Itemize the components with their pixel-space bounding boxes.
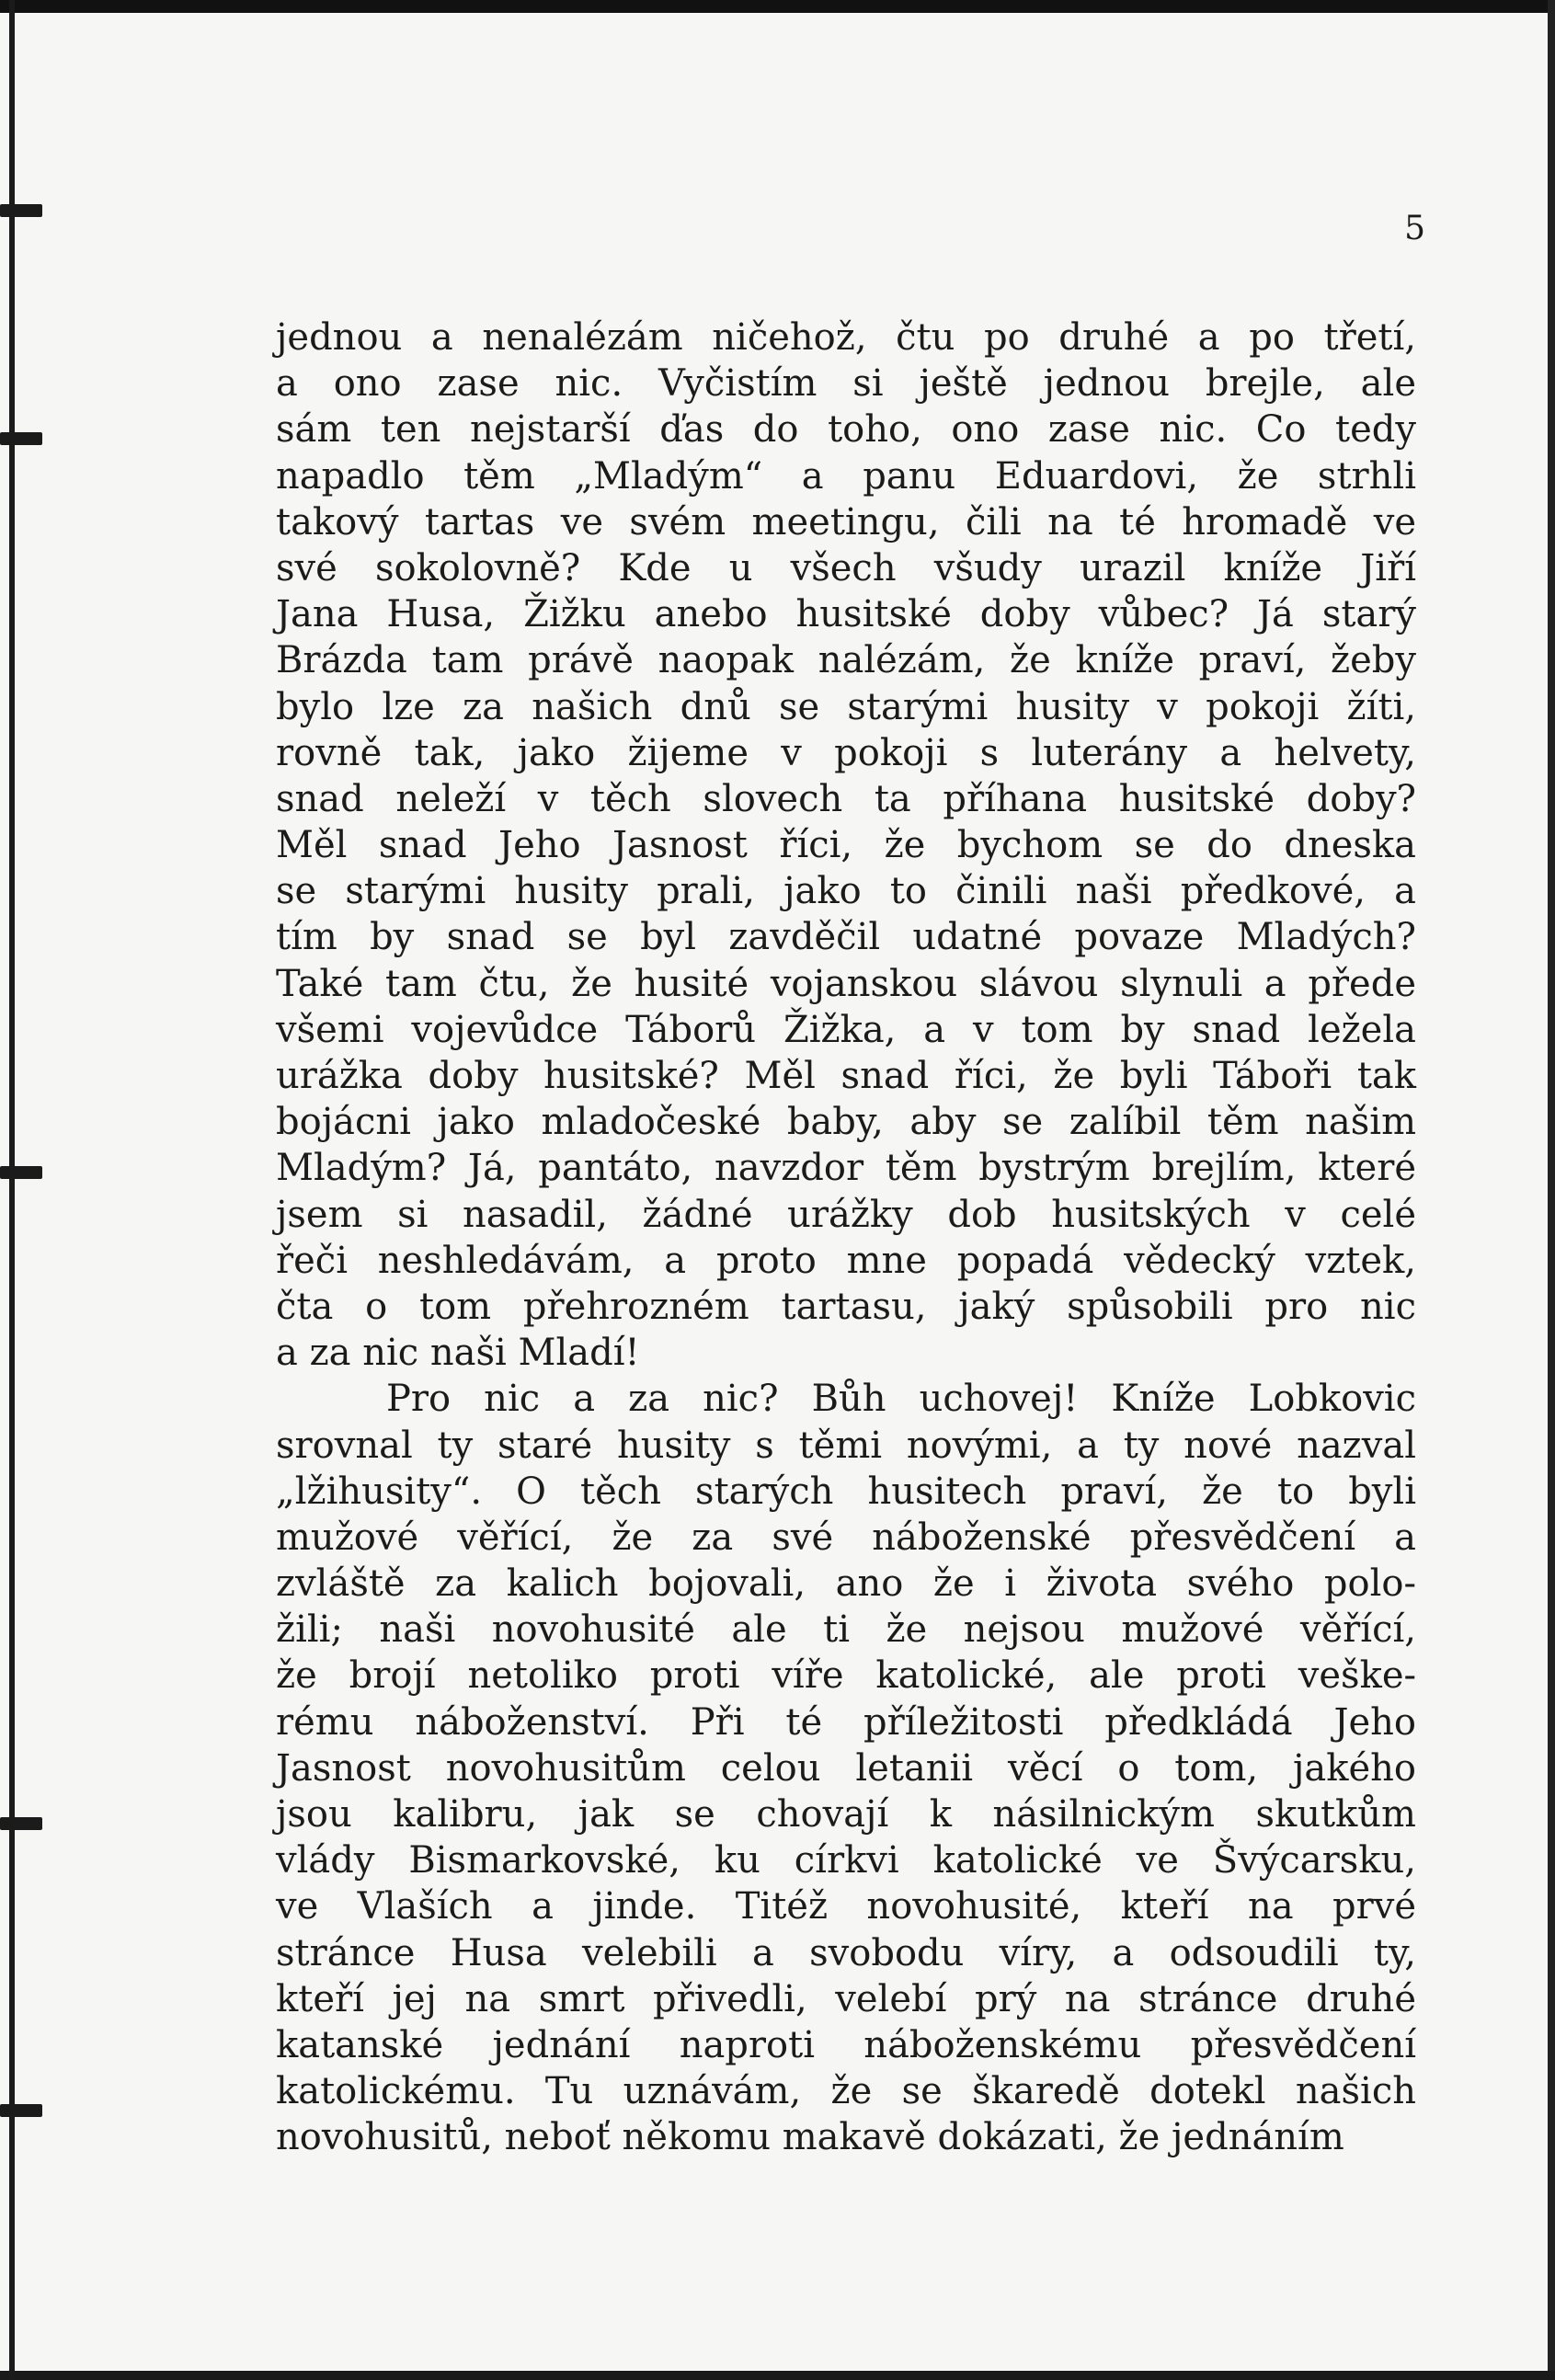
text-line: Pro nic a za nic? Bůh uchovej! Kníže Lobkovic: [386, 1378, 1416, 1421]
text-line: srovnal ty staré husity s těmi novými, a ty nové nazval: [276, 1424, 1416, 1467]
text-line: zvláště za kalich bojovali, ano že i života svého polo-: [276, 1562, 1416, 1606]
text-line: takový tartas ve svém meetingu, čili na té hromadě ve: [276, 500, 1416, 544]
text-line: své sokolovně? Kde u všech všudy urazil kníže Jiří: [276, 546, 1416, 589]
binding-mark: [0, 2104, 42, 2117]
text-line: stránce Husa velebili a svobodu víry, a odsoudili ty,: [276, 1931, 1416, 1974]
text-line: snad neleží v těch slovech ta příhana husitské doby?: [276, 777, 1416, 820]
text-line: kteří jej na smrt přivedli, velebí prý na stránce druhé: [276, 1977, 1416, 2020]
paragraph: [276, 1376, 1416, 2160]
text-line: novohusitů, neboť někomu makavě dokázati, že jednáním: [276, 2116, 1344, 2159]
paragraph: [276, 315, 1416, 1376]
text-line: mužové věřící, že za své náboženské přesvědčení a: [276, 1516, 1416, 1559]
text-line: čta o tom přehrozném tartasu, jaký spůsobili pro nic: [276, 1285, 1416, 1328]
text-line: Jasnost novohusitům celou letanii věcí o tom, jakého: [276, 1746, 1416, 1790]
page-number: 5: [1404, 210, 1425, 247]
text-line: Brázda tam právě naopak nalézám, že kníže praví, žeby: [276, 639, 1416, 682]
text-line: bojácni jako mladočeské baby, aby se zalíbil těm našim: [276, 1101, 1416, 1144]
text-line: všemi vojevůdce Táborů Žižka, a v tom by snad ležela: [276, 1008, 1416, 1051]
text-line: rovně tak, jako žijeme v pokoji s luterány a helvety,: [276, 731, 1416, 774]
text-line: řeči neshledávám, a proto mne popadá vědecký vztek,: [276, 1239, 1416, 1282]
text-line: Jana Husa, Žižku anebo husitské doby vůbec? Já starý: [276, 593, 1416, 636]
text-line: rému náboženství. Při té příležitosti předkládá Jeho: [276, 1700, 1416, 1744]
body-text: [276, 315, 1416, 2161]
text-line: urážka doby husitské? Měl snad říci, že byli Táboři tak: [276, 1055, 1416, 1097]
text-line: jsem si nasadil, žádné urážky dob husitských v celé: [276, 1193, 1416, 1236]
text-line: „lžihusity“. O těch starých husitech praví, že to byli: [276, 1470, 1416, 1513]
scan-edge-left: [9, 0, 15, 2380]
scan-edge-right: [1548, 0, 1555, 2380]
text-line: a ono zase nic. Vyčistím si ještě jednou brejle, ale: [276, 362, 1416, 406]
binding-mark: [0, 204, 42, 217]
binding-mark: [0, 1166, 42, 1179]
text-line: se starými husity prali, jako to činili naši předkové, a: [276, 870, 1416, 913]
text-line: Také tam čtu, že husité vojanskou slávou slynuli a přede: [276, 962, 1416, 1005]
text-line: katanské jednání naproti náboženskému přesvědčení: [276, 2023, 1416, 2066]
text-line: že brojí netoliko proti víře katolické, ale proti veške-: [276, 1654, 1416, 1698]
binding-mark: [0, 432, 42, 445]
text-line: žili; naši novohusité ale ti že nejsou mužové věřící,: [276, 1608, 1416, 1652]
text-line: ve Vlaších a jinde. Titéž novohusité, kteří na prvé: [276, 1885, 1416, 1928]
text-line: napadlo těm „Mladým“ a panu Eduardovi, že strhli: [276, 454, 1416, 498]
scan-edge-bottom: [0, 2371, 1555, 2380]
text-line: Mladým? Já, pantáto, navzdor těm bystrým brejlím, které: [276, 1147, 1416, 1190]
text-line: tím by snad se byl zavděčil udatné povaze Mladých?: [276, 916, 1416, 959]
binding-mark: [0, 1817, 42, 1830]
scan-edge-top: [0, 0, 1555, 13]
text-line: katolickému. Tu uznávám, že se škaredě dotekl našich: [276, 2070, 1416, 2113]
text-line: jsou kalibru, jak se chovají k násilnickým skutkům: [276, 1793, 1416, 1836]
text-line: vlády Bismarkovské, ku církvi katolické ve Švýcarsku,: [276, 1839, 1416, 1882]
text-line: a za nic naši Mladí!: [276, 1332, 640, 1375]
text-line: Měl snad Jeho Jasnost říci, že bychom se do dneska: [276, 824, 1416, 867]
text-line: sám ten nejstarší ďas do toho, ono zase nic. Co tedy: [276, 408, 1416, 452]
text-line: jednou a nenalézám ničehož, čtu po druhé a po třetí,: [276, 316, 1416, 359]
text-line: bylo lze za našich dnů se starými husity v pokoji žíti,: [276, 685, 1416, 728]
